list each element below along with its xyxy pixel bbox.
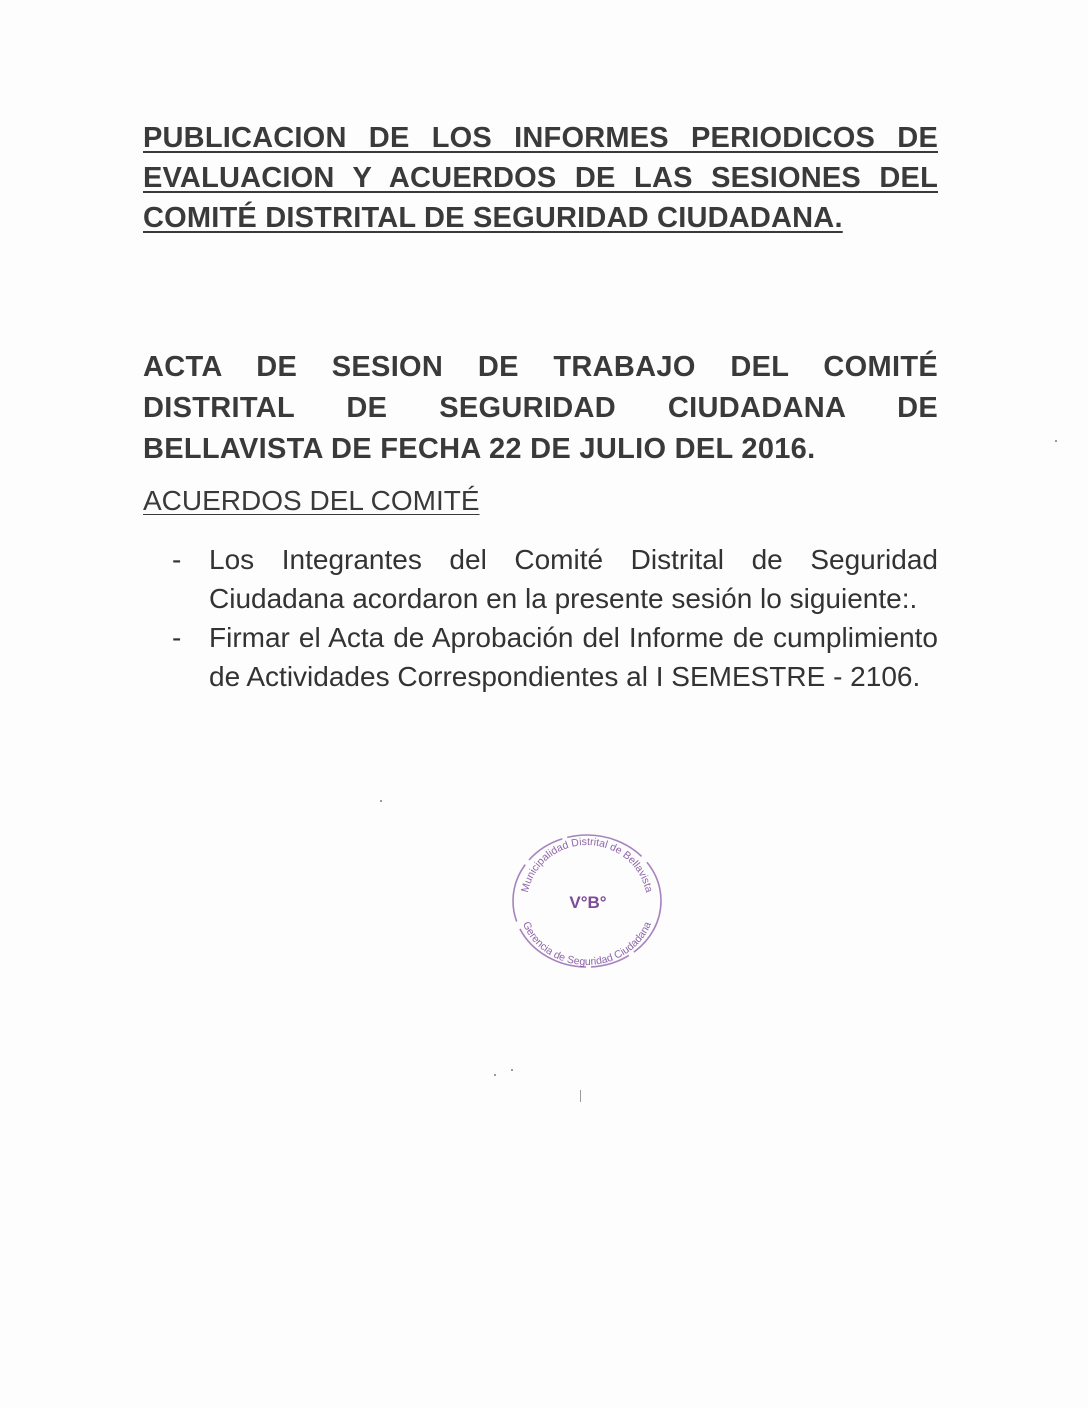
stamp-top-text: Municipalidad Distrital de Bellavista xyxy=(519,835,655,894)
acta-title: ACTA DE SESION DE TRABAJO DEL COMITÉ DISTRITAL DE SEGURIDAD CIUDADANA DE BELLAVISTA DE FECHA 22 DE JULIO DEL 2016. xyxy=(143,351,938,465)
scan-speck xyxy=(380,800,382,802)
bullet-dash: - xyxy=(172,622,182,653)
vobo-stamp xyxy=(505,825,670,975)
list-item xyxy=(172,540,938,618)
scan-speck xyxy=(511,1069,513,1071)
svg-text:Gerencia de Seguridad Ciudadan xyxy=(520,920,654,968)
stamp-bottom-text: Gerencia de Seguridad Ciudadana xyxy=(520,919,654,969)
publication-title: PUBLICACION DE LOS INFORMES PERIODICOS DE EVALUACION Y ACUERDOS DE LAS SESIONES DEL COMITÉ DISTRITAL DE SEGURIDAD CIUDADANA. xyxy=(143,122,938,234)
acuerdos-list xyxy=(172,540,938,696)
list-item-text: Los Integrantes del Comité Distrital de Seguridad Ciudadana acordaron en la presente sesión lo siguiente:. xyxy=(209,544,938,614)
scan-speck xyxy=(494,1074,496,1076)
list-item xyxy=(172,618,938,696)
stamp-center-text: V°B° xyxy=(569,893,607,912)
acuerdos-heading: ACUERDOS DEL COMITÉ xyxy=(143,485,480,516)
scan-speck xyxy=(1055,440,1057,442)
scan-speck xyxy=(580,1090,581,1102)
bullet-dash: - xyxy=(172,544,182,575)
svg-text:Municipalidad Distrital de Bel xyxy=(519,836,655,894)
list-item-text: Firmar el Acta de Aprobación del Informe de cumplimiento de Actividades Correspondientes al I SEMESTRE - 2106. xyxy=(209,622,938,692)
